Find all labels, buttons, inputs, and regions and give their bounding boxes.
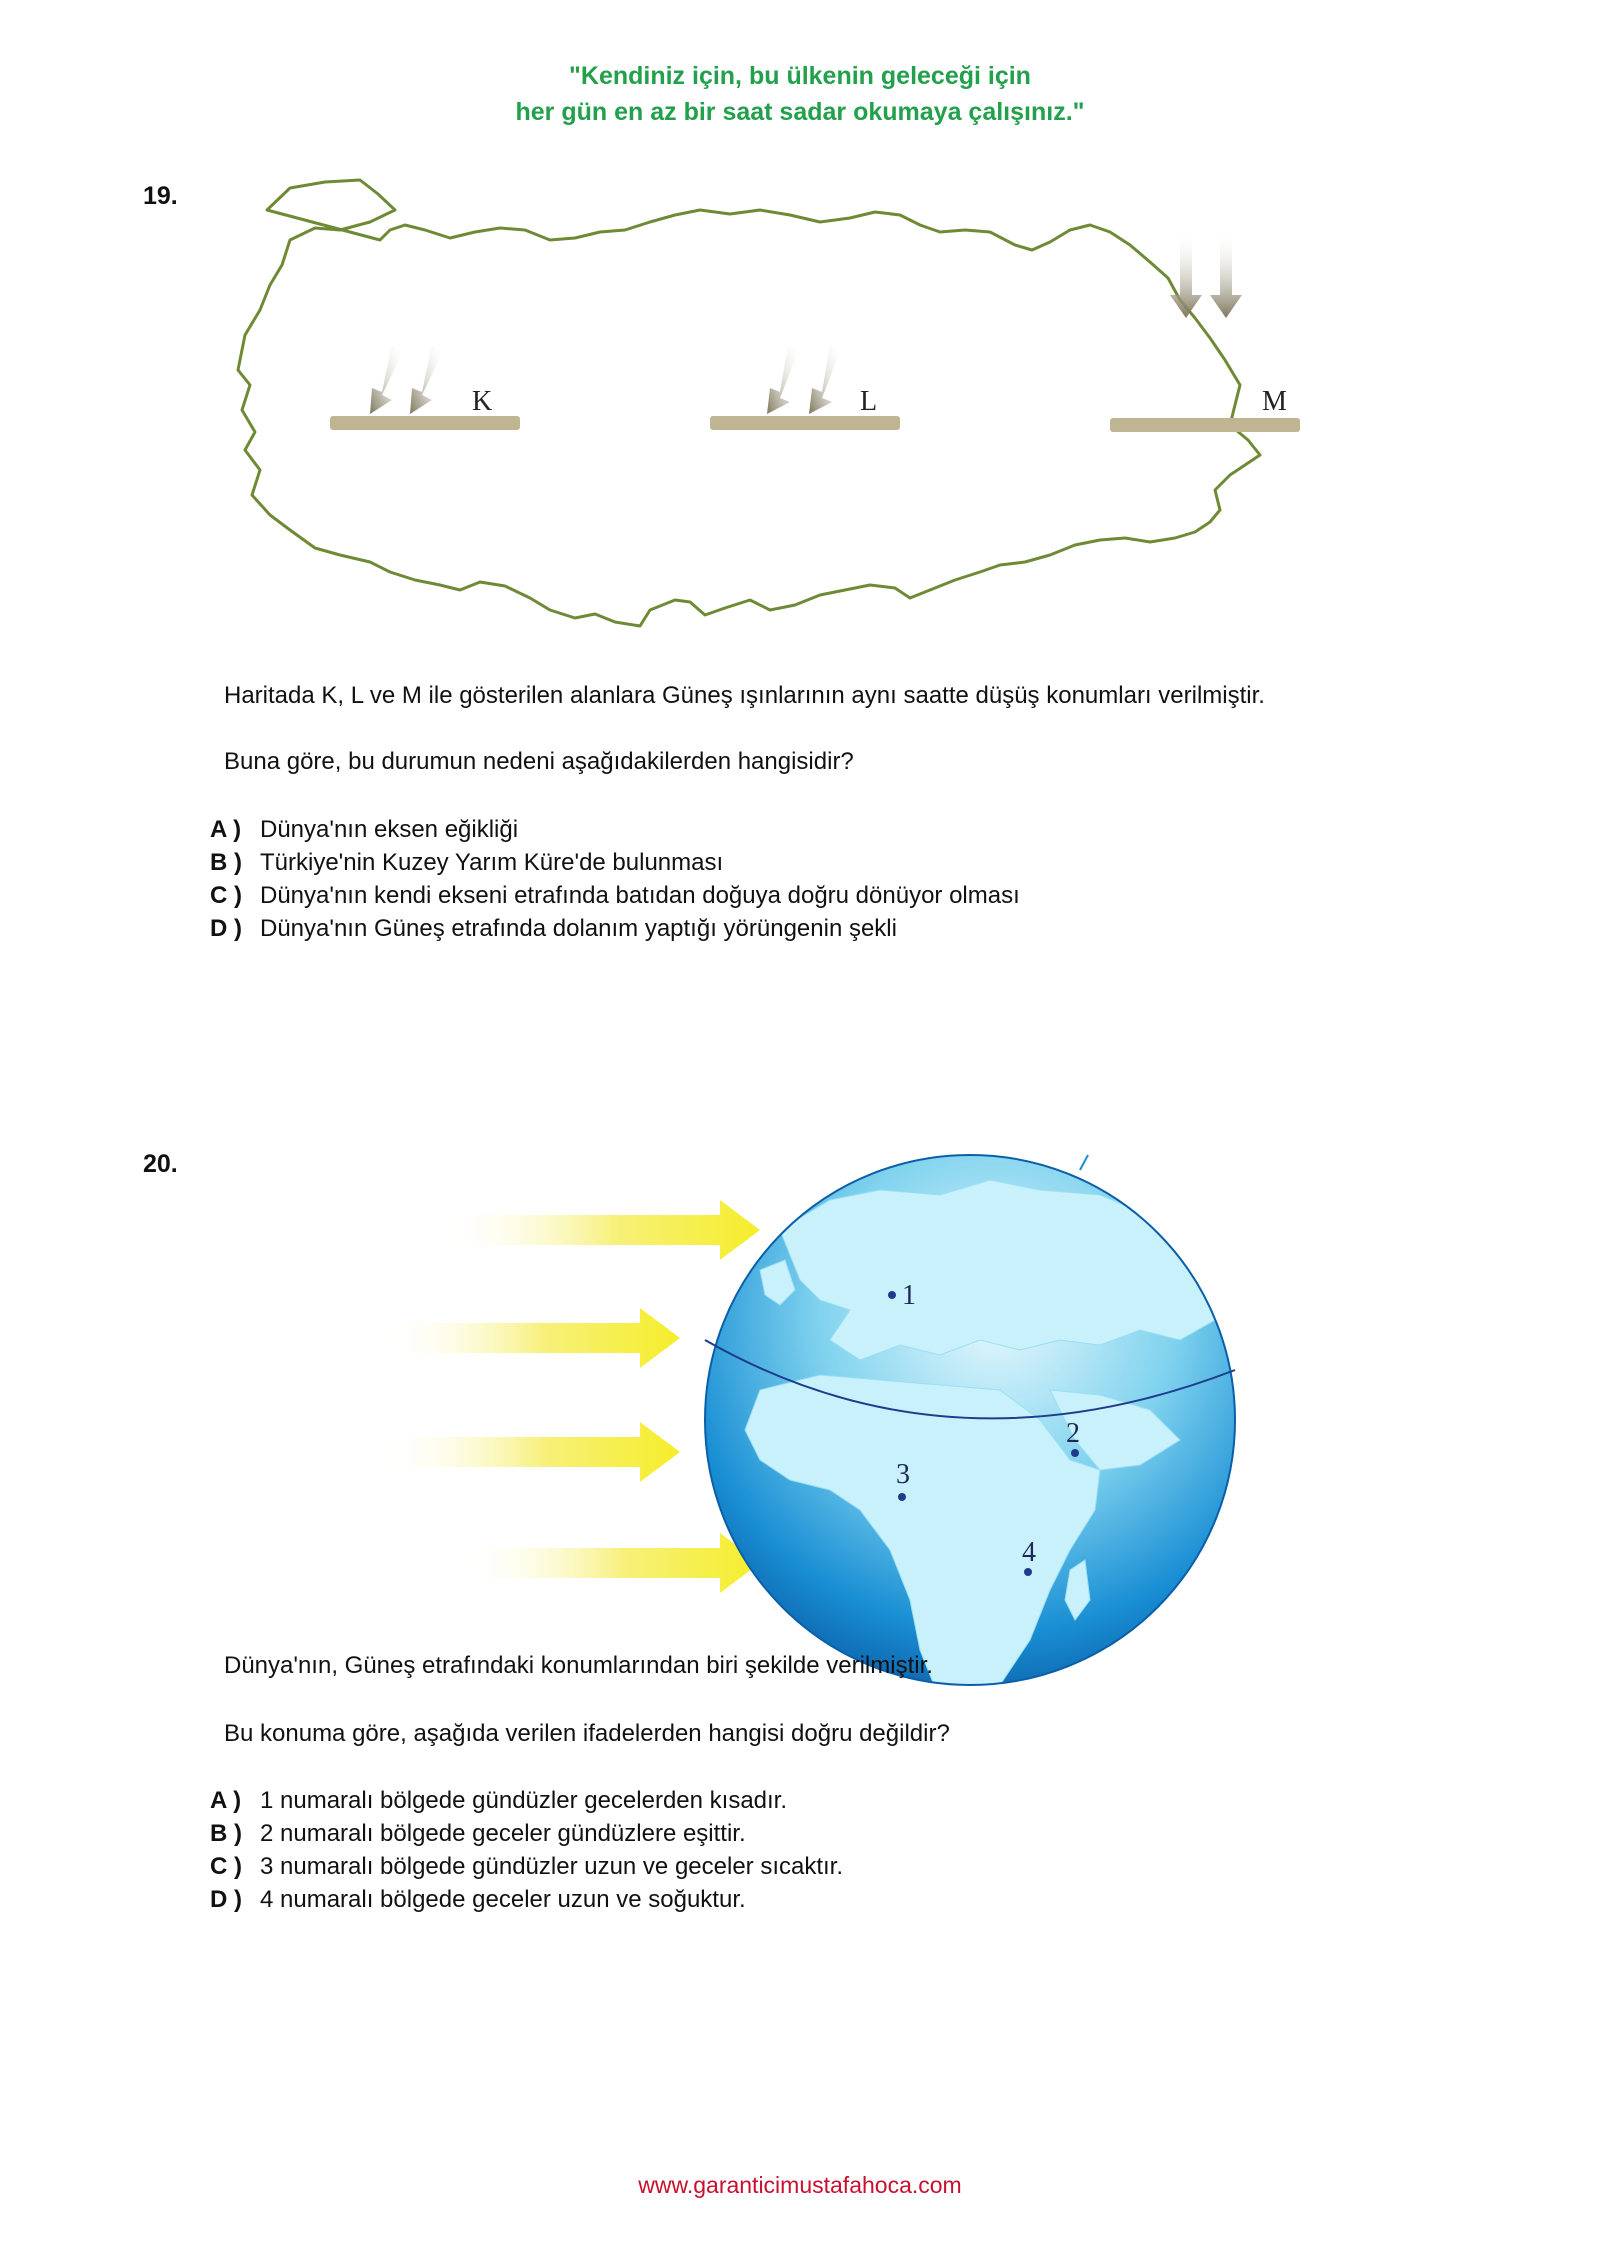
q19-option-c[interactable]: C ) Dünya'nın kendi ekseni etrafında batıdan doğuya doğru dönüyor olması [210,882,1020,909]
motto-line-2: her gün en az bir saat sadar okumaya çalışınız." [515,98,1085,126]
point-3-dot [898,1493,906,1501]
footer-url[interactable]: www.garanticimustafahoca.com [638,2172,962,2198]
point-4-dot [1024,1568,1032,1576]
globe-label-2: 2 [1066,1418,1080,1449]
sun-ray-4 [460,1533,760,1593]
map-label-L: L [860,386,878,417]
point-1-dot [888,1291,896,1299]
question-20-number: 20. [143,1150,178,1178]
q20-option-a[interactable]: A ) 1 numaralı bölgede gündüzler gecelerden kısadır. [210,1787,788,1814]
q20-options [210,1784,843,1916]
q20-option-c[interactable]: C ) 3 numaralı bölgede gündüzler uzun ve geceler sıcaktır. [210,1853,844,1880]
globe-label-4: 4 [1022,1537,1036,1568]
globe-label-1: 1 [902,1280,916,1311]
q20-option-d[interactable]: D ) 4 numaralı bölgede geceler uzun ve soğuktur. [210,1886,746,1913]
q19-option-d[interactable]: D ) Dünya'nın Güneş etrafında dolanım yaptığı yörüngenin şekli [210,915,897,942]
q19-question: Buna göre, bu durumun nedeni aşağıdakilerden hangisidir? [224,748,854,775]
q20-stem: Dünya'nın, Güneş etrafındaki konumlarından biri şekilde verilmiştir. [224,1652,933,1679]
motto-line-1: "Kendiniz için, bu ülkenin geleceği için [569,62,1031,90]
question-19-number: 19. [143,182,178,210]
map-label-K: K [472,386,493,417]
globe-label-3: 3 [896,1459,910,1490]
q20-option-b[interactable]: B ) 2 numaralı bölgede geceler gündüzlere eşittir. [210,1820,746,1847]
sun-ray-1 [440,1200,760,1260]
q20-question: Bu konuma göre, aşağıda verilen ifadelerden hangisi doğru değildir? [224,1720,950,1747]
sun-rays [380,1200,760,1593]
point-2-dot [1071,1449,1079,1457]
sun-ray-3 [380,1422,680,1482]
earth-axis-top [1080,1155,1088,1170]
map-label-M: M [1262,386,1287,417]
q19-option-b[interactable]: B ) Türkiye'nin Kuzey Yarım Küre'de bulunması [210,849,724,876]
q19-option-a[interactable]: A ) Dünya'nın eksen eğikliği [210,816,519,843]
sun-ray-2 [380,1308,680,1368]
q19-stem: Haritada K, L ve M ile gösterilen alanlara Güneş ışınlarının aynı saatte düşüş konumları verilmiştir. [224,682,1265,709]
